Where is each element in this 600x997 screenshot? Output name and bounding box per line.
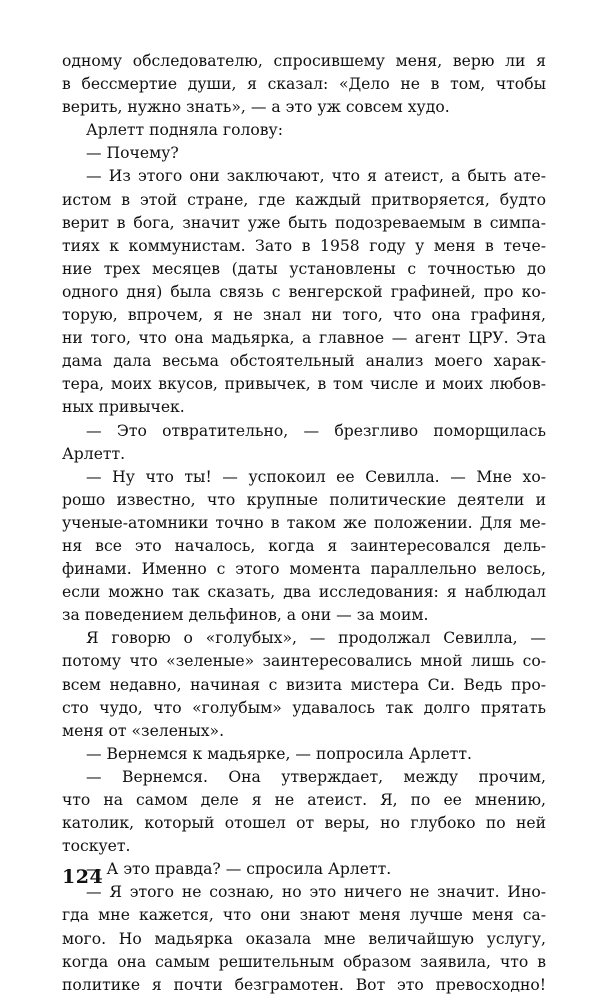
text-line: тоскует. (62, 837, 131, 856)
text-line: дама дала весьма обстоятельный анализ моего харак- (62, 352, 546, 371)
text-line: ных привычек. (62, 398, 185, 417)
text-line: — Я этого не сознаю, но это ничего не значит. Ино- (86, 883, 546, 902)
text-line: верить, нужно знать», — а это уж совсем худо. (62, 98, 450, 117)
page-number: 124 (62, 866, 104, 888)
text-line: Арлетт. (62, 444, 126, 463)
text-line: Арлетт подняла голову: (86, 121, 283, 140)
text-line: — Вернемся к мадьярке, — попросила Арлетт. (86, 744, 472, 763)
text-line: верит в бога, значит уже быть подозреваемым в симпа- (62, 213, 546, 232)
text-line: если можно так сказать, два исследования: я наблюдал (62, 583, 546, 602)
text-line: — Ну что ты! — успокоил ее Севилла. — Мне хо- (86, 467, 546, 486)
text-line: одного дня) была связь с венгерской графиней, про ко- (62, 282, 546, 301)
text-line: истом в этой стране, где каждый притворяется, будто (62, 190, 546, 209)
text-line: — Почему? (86, 144, 179, 163)
text-line: потому что «зеленые» заинтересовались мной лишь со- (62, 652, 546, 671)
text-line: — А это правда? — спросила Арлетт. (86, 860, 392, 879)
text-line: торую, впрочем, я не знал ни того, что она графиня, (62, 306, 546, 325)
text-line: одному обследователю, спросившему меня, верю ли я (62, 52, 546, 70)
text-line: ни того, что она мадьярка, а главное — агент ЦРУ. Эта (62, 329, 546, 348)
text-line: гда мне кажется, что они знают меня лучше меня са- (62, 906, 546, 925)
text-line: католик, который отошел от веры, но глубоко по ней (62, 814, 546, 833)
text-line: ние трех месяцев (даты установлены с точностью до (62, 259, 546, 278)
text-line: рошо известно, что крупные политические деятели и (62, 490, 546, 509)
text-line: в бессмертие души, я сказал: «Дело не в том, чтобы (62, 75, 546, 94)
body-text (62, 50, 546, 997)
text-line: — Из этого они заключают, что я атеист, а быть ате- (86, 167, 546, 186)
text-line: финами. Именно с этого момента параллельно велось, (62, 560, 546, 579)
text-line: тиях к коммунистам. Зато в 1958 году у меня в тече- (62, 236, 546, 255)
text-line: политике я почти безграмотен. Вот это превосходно! (62, 975, 546, 994)
text-line: мого. Но мадьярка оказала мне величайшую услугу, (62, 929, 546, 948)
text-line: меня от «зеленых». (62, 721, 225, 740)
text-line: сто чудо, что «голубым» удавалось так долго прятать (62, 698, 546, 717)
text-line: Я говорю о «голубых», — продолжал Севилла, — (86, 629, 546, 648)
text-line: за поведением дельфинов, а они — за моим. (62, 606, 429, 625)
text-line: тера, моих вкусов, привычек, в том числе и моих любов- (62, 375, 546, 394)
text-line: что на самом деле я не атеист. Я, по ее мнению, (62, 791, 546, 809)
text-line: — Это отвратительно, — брезгливо поморщилась (86, 421, 546, 440)
text-line: когда она самым решительным образом заявила, что в (62, 952, 546, 971)
text-line: всем недавно, начиная с визита мистера Си. Ведь про- (62, 675, 546, 694)
text-line: ня все это началось, когда я заинтересовался дель- (62, 536, 546, 555)
text-line: — Вернемся. Она утверждает, между прочим, (86, 767, 546, 786)
text-line: ученые-атомники точно в таком же положении. Для ме- (62, 513, 546, 532)
